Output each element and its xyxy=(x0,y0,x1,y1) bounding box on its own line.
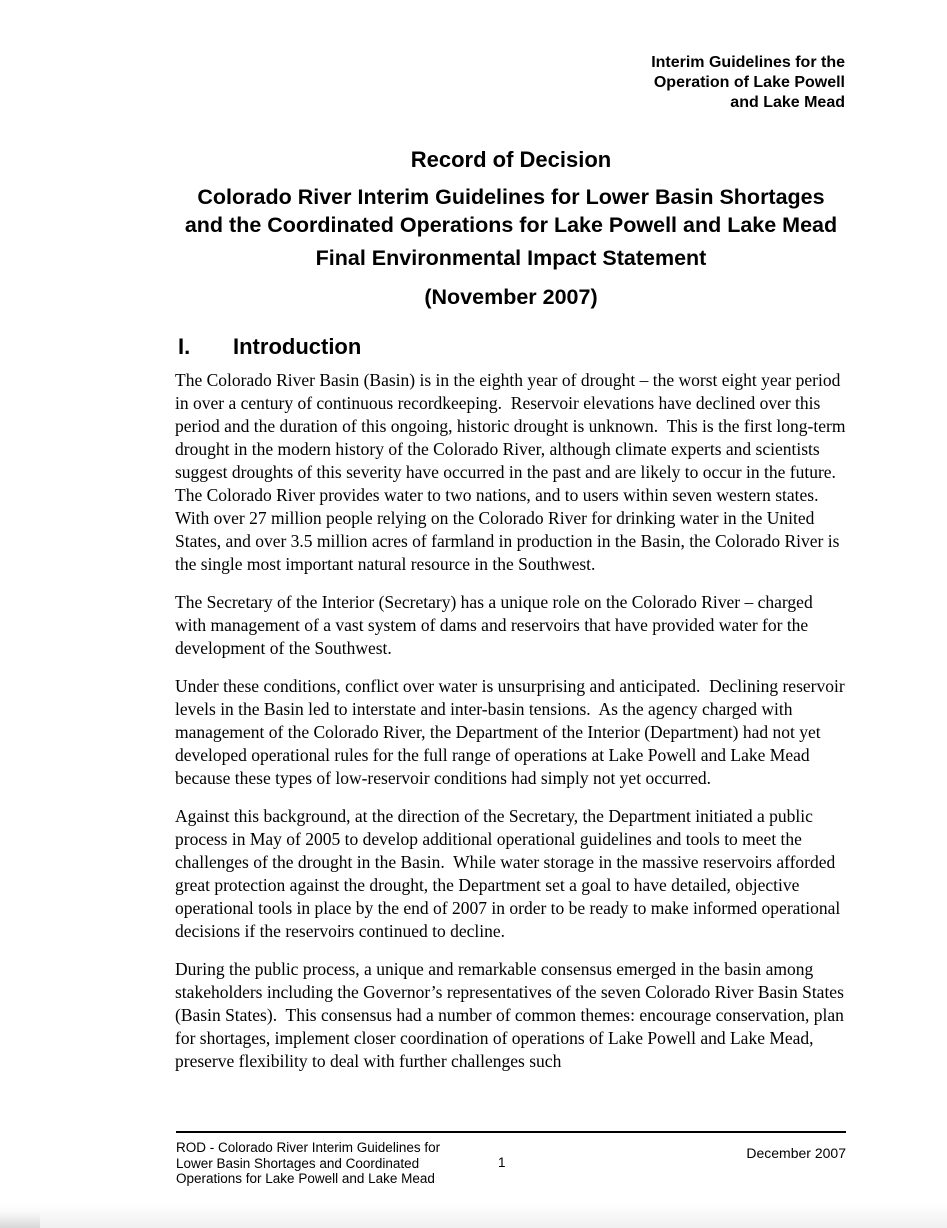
footer-divider xyxy=(176,1131,846,1133)
doc-date: (November 2007) xyxy=(424,285,598,309)
footer-line-3: Operations for Lake Powell and Lake Mead xyxy=(176,1171,435,1187)
title-block xyxy=(176,147,846,310)
page-number: 1 xyxy=(498,1155,506,1170)
page-bottom-shadow xyxy=(0,1202,947,1228)
footer-date: December 2007 xyxy=(746,1145,846,1161)
doc-feis-title: Final Environmental Impact Statement xyxy=(315,246,707,270)
section-title: Introduction xyxy=(233,334,362,359)
doc-title: Record of Decision xyxy=(410,147,612,172)
footer-line-1: ROD - Colorado River Interim Guidelines for xyxy=(176,1140,441,1155)
page-corner-shadow xyxy=(0,1212,40,1228)
footer-document-title xyxy=(176,1140,476,1187)
doc-subtitle-line-1: Colorado River Interim Guidelines for Lower Basin Shortages xyxy=(197,185,825,209)
paragraph-3: Under these conditions, conflict over water is unsurprising and anticipated. Declining reservoir levels in the Basin led to interstate and inter-basin tensions. As the agency charged with management of the Colorado River, the Department of the Interior (Department) had not yet developed operational rules for the full range of operations at Lake Powell and Lake Mead because these types of low-reservoir conditions had simply not yet occurred. xyxy=(175,676,850,788)
paragraph-5: During the public process, a unique and remarkable consensus emerged in the basin among stakeholders including the Governor’s representatives of the seven Colorado River Basin States (Basin States). This consensus had a number of common themes: encourage conservation, plan for shortages, implement closer coordination of operations of Lake Powell and Lake Mead, preserve flexibility to deal with further challenges such xyxy=(175,959,849,1071)
paragraph-2: The Secretary of the Interior (Secretary) has a unique role on the Colorado River – charged with management of a vast system of dams and reservoirs that have provided water for the development of the Southwest. xyxy=(175,592,818,658)
section-number: I. xyxy=(178,334,191,359)
section-heading-introduction xyxy=(178,334,361,360)
footer-line-2: Lower Basin Shortages and Coordinated xyxy=(176,1155,420,1171)
body-text xyxy=(175,369,850,1088)
header-line-1: Interim Guidelines for the xyxy=(651,54,845,71)
paragraph-1: The Colorado River Basin (Basin) is in the eighth year of drought – the worst eight year period in over a century of continuous recordkeeping. Reservoir elevations have declined over this period and the duration of this ongoing, historic drought is unknown. This is the first long-term drought in the modern history of the Colorado River, although climate experts and scientists suggest droughts of this severity have occurred in the past and are likely to occur in the future. The Colorado River provides water to two nations, and to users within seven western states. With over 27 million people relying on the Colorado River for drinking water in the United States, and over 3.5 million acres of farmland in production in the Basin, the Colorado River is the single most important natural resource in the Southwest. xyxy=(175,370,850,574)
doc-subtitle-line-2: and the Coordinated Operations for Lake Powell and Lake Mead xyxy=(184,213,838,237)
header-line-3: and Lake Mead xyxy=(730,94,845,111)
header-line-2: Operation of Lake Powell xyxy=(653,74,845,91)
page-header xyxy=(651,53,845,113)
page-footer xyxy=(176,1140,846,1187)
paragraph-4: Against this background, at the direction of the Secretary, the Department initiated a public process in May of 2005 to develop additional operational guidelines and tools to meet the challenges of the drought in the Basin. While water storage in the massive reservoirs afforded great protection against the drought, the Department set a goal to have detailed, objective operational tools in place by the end of 2007 in order to be ready to make informed operational decisions if the reservoirs continued to decline. xyxy=(175,806,845,941)
